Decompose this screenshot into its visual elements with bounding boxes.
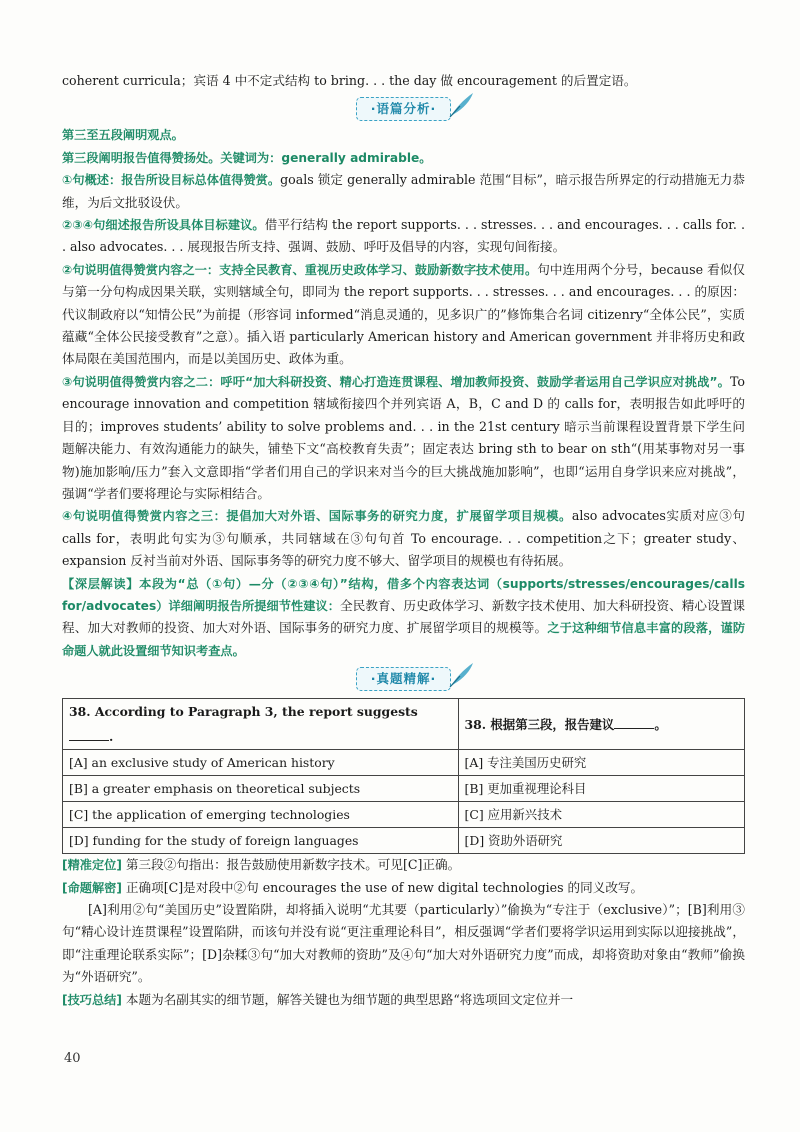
decode-section (62, 877, 745, 899)
para-intro: 第三至五段阐明观点。 (62, 128, 184, 143)
option-en-d: [D] funding for the study of foreign languages (63, 828, 459, 854)
option-row (63, 750, 745, 776)
locate-section (62, 854, 745, 876)
item-4-head: ③句说明值得赞赏内容之二：呼吁“加大科研投资、精心打造连贯课程、增加教师投资、鼓励学者运用自己学识应对挑战”。 (62, 374, 730, 389)
deep-reading-tail: 之于这种细节信息丰富的段落，谨防命题人就此设置细节知识考查点。 (62, 621, 746, 658)
item-1 (62, 169, 745, 214)
top-line: coherent curricula；宾语 4 中不定式结构 to bring. . . the day 做 encouragement 的后置定语。 (62, 73, 637, 88)
banner-analysis-row (62, 94, 745, 124)
item-1-body: goals 锁定 generally admirable 范围“目标”，暗示报告所界定的行动措施无力恭维，为后文批驳设伏。 (62, 172, 745, 210)
item-5-body: also advocates实质对应③句 calls for，表明此句实为③句顺承，共同辖域在③句句首 To encourage. . . competition之下；greater study、expansion 反衬当前对外语、国际事务等的研究力度不够大、留学项目的规模也有待拓展。 (62, 508, 745, 569)
answer-blank (69, 726, 109, 741)
item-3 (62, 259, 745, 371)
option-en-a: [A] an exclusive study of American history (63, 750, 459, 776)
item-2-head: ②③④句细述报告所设具体目标建议。 (62, 218, 265, 233)
banner-exam-label: ·真题精解· (370, 671, 437, 687)
item-1-head: ①句概述：报告所设目标总体值得赞赏。 (62, 173, 281, 188)
option-row (63, 802, 745, 828)
item-3-head: ②句说明值得赞赏内容之一：支持全民教育、重视历史政体学习、鼓励新数字技术使用。 (62, 262, 538, 277)
decode-text: 正确项[C]是对段中②句 encourages the use of new digital technologies 的同义改写。 (125, 879, 644, 895)
banner-analysis-label: ·语篇分析· (370, 101, 437, 117)
question-stem-zh: 38. 根据第三段，报告建议 。 (458, 699, 744, 750)
deep-reading-head: 【深层解读】本段为“总（①句）—分（②③④句）”结构，借多个内容表达词（supports/stresses/encourages/calls for/advocates）详细阐明报告所提细节性建议： (62, 576, 745, 613)
deep-reading (62, 573, 745, 663)
page-content (62, 70, 745, 1011)
item-2 (62, 214, 745, 259)
quill-pen-icon (446, 90, 476, 120)
option-zh-a: [A] 专注美国历史研究 (458, 750, 744, 776)
banner-exam (356, 667, 452, 691)
locate-tag: [精准定位] (62, 858, 122, 873)
para3-intro: 第三段阐明报告值得赞扬处。关键词为：generally admirable。 (62, 150, 432, 165)
banner-analysis (356, 97, 452, 121)
option-row (63, 828, 745, 854)
option-en-c: [C] the application of emerging technologies (63, 802, 459, 828)
decode-detail: [A]利用②句“美国历史”设置陷阱，却将插入说明“尤其要（particularly）”偷换为“专注于（exclusive）”；[B]利用③句“精心设计连贯课程”设置陷阱，而该句并没有说“更注重理论科目”，相反强调“学者们要将学识运用到实际以迎接挑战”，即“注重理论联系实际”；[D]杂糅③句“加大对教师的资助”及④句“加大对外语研究力度”而成，却将资助对象由“教师”偷换为“外语研究”。 (62, 901, 745, 985)
item-5 (62, 505, 745, 572)
skill-tag: [技巧总结] (62, 992, 122, 1007)
option-zh-d: [D] 资助外语研究 (458, 828, 744, 854)
answer-blank (614, 714, 654, 729)
item-4-body: To encourage innovation and competition 辖域衔接四个并列宾语 A，B，C and D 的 calls for，表明报告如此呼吁的目的；improves students’ ability to solve problems and. . . in the 21st century 暗示当前课程设置背景下学生问题解决能力、有效沟通能力的缺失，铺垫下文“高校教育失责”；固定表达 bring sth to bear on sth“(用某事物对另一事物)施加影响/压力”套入文意即指“学者们用自己的学识来对当今的巨大挑战施加影响”，也即“运用自身学识来应对挑战”，强调“学者们要将理论与实际相结合。 (62, 373, 745, 501)
page-number: 40 (64, 1051, 81, 1066)
question-stem-en: 38. According to Paragraph 3, the report suggests . (63, 699, 459, 750)
item-2-body: 借平行结构 the report supports. . . stresses. . . and encourages. . . calls for. . . also advocates. . . 展现报告所支持、强调、鼓励、呼吁及倡导的内容，实现句间衔接。 (62, 217, 745, 255)
quill-pen-icon (446, 660, 476, 690)
item-4 (62, 371, 745, 505)
skill-text: 本题为名副其实的细节题，解答关键也为细节题的典型思路“将选项回文定位并一 (125, 991, 574, 1007)
question-stem-row (63, 699, 745, 750)
deep-reading-body: 全民教育、历史政体学习、新数字技术使用、加大科研投资、精心设置课程、加大对教师的投资、加大对外语、国际事务的研究力度、扩展留学项目的规模等。 (62, 597, 745, 636)
option-en-b: [B] a greater emphasis on theoretical subjects (63, 776, 459, 802)
item-5-head: ④句说明值得赞赏内容之三：提倡加大对外语、国际事务的研究力度，扩展留学项目规模。 (62, 509, 572, 524)
locate-text: 第三段②句指出：报告鼓励使用新数字技术。可见[C]正确。 (125, 857, 461, 873)
option-zh-c: [C] 应用新兴技术 (458, 802, 744, 828)
question-table (62, 698, 745, 854)
decode-tag: [命题解密] (62, 880, 122, 895)
skill-section (62, 989, 745, 1011)
banner-exam-row (62, 664, 745, 694)
item-3-body: 句中连用两个分号，because 看似仅与第一分句构成因果关联，实则辖域全句，即同为 the report supports. . . stresses. . . and encourages. . . 的原因：代议制政府以“知情公民”为前提（形容词 informed“消息灵通的，见多识广的”修饰集合名词 citizenry“全体公民”，实质蕴藏“全体公民接受教育”之意）。插入语 particularly American history and American government 并非将历史和政体局限在美国范围内，而是以美国历史、政体为重。 (62, 261, 745, 367)
option-zh-b: [B] 更加重视理论科目 (458, 776, 744, 802)
option-row (63, 776, 745, 802)
